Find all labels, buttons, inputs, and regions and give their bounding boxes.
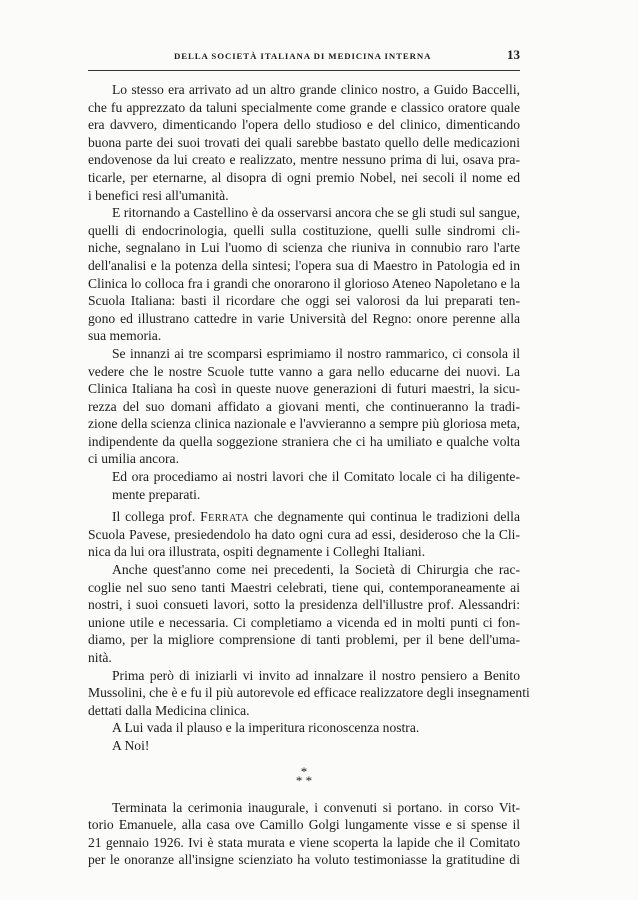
text-line: E ritornando a Castellino è da osservarsi ancora che se gli studi sul sangue, — [112, 205, 520, 221]
text-line: quelli di endocrinologia, quelli sulla costituzione, quelli sulle sindromi cli- — [88, 222, 520, 238]
text-line: era davvero, dimenticando l'opera dello studioso e del clinico, dimenticando — [88, 117, 520, 133]
text-line: rezza del suo domani affidato a giovani menti, che continueranno la tradi- — [88, 398, 520, 414]
text-line: niche, segnalano in Lui l'uomo di scienza che riuniva in connubio raro l'arte — [88, 240, 520, 256]
text-line: che fu apprezzato da taluni specialmente come grande e classico oratore quale — [88, 99, 520, 115]
running-header — [88, 47, 520, 63]
author-name: Ferrata — [200, 509, 250, 525]
asterism: * * * — [295, 763, 313, 788]
text-line: coglie nel suo seno tanti Maestri celebrati, tiene qui, contemporaneamente ai — [88, 579, 520, 595]
section-separator — [88, 755, 520, 799]
text-line: Prima però di iniziarli vi invito ad innalzare il nostro pensiero a Benito — [112, 667, 520, 683]
text-line: A Lui vada il plauso e la imperitura riconoscenza nostra. — [112, 720, 420, 736]
running-title: DELLA SOCIETÀ ITALIANA DI MEDICINA INTERNA — [174, 51, 432, 61]
text-line: Clinica Italiana ha così in queste nuove generazioni di futuri maestri, la sicu- — [88, 381, 520, 397]
text-line: Anche quest'anno come nei precedenti, la Società di Chirurgia che rac- — [112, 562, 520, 578]
text-line: sua memoria. — [88, 328, 162, 344]
text-line: mente preparati. — [112, 486, 201, 502]
text-line: Se innanzi ai tre scomparsi esprimiamo il nostro rammarico, ci consola il — [112, 345, 520, 361]
text-line: endovenose da lui creato e realizzato, mentre nessuno prima di lui, osava pra- — [88, 152, 520, 168]
header-rule — [88, 70, 520, 71]
body-text — [88, 81, 530, 869]
text-line: A Noi! — [112, 737, 150, 753]
text-line: nostri, i suoi consueti lavori, sotto la presidenza dell'illustre prof. Alessandri: — [88, 597, 520, 613]
text-line: ci umilia ancora. — [88, 451, 179, 467]
text-line: gono ed illustrano cattedre in varie Università del Regno: onore perenne alla — [88, 310, 520, 326]
text-line: diamo, per la migliore comprensione di tanti problemi, per il bene dell'uma- — [88, 632, 520, 648]
text-line: Mussolini, che è e fu il più autorevole ed efficace realizzatore degli insegnamenti — [88, 685, 530, 701]
text-line: nica da lui ora illustrata, ospiti degnamente i Colleghi Italiani. — [88, 544, 426, 560]
text-line: Ed ora procediamo ai nostri lavori che il Comitato locale ci ha diligente- — [112, 469, 520, 485]
text-line: Clinica lo colloca fra i grandi che onorarono il glorioso Ateneo Napoletano e la — [88, 275, 520, 291]
text-line: Il collega prof. Ferrata che degnamente qui continua le tradizioni della — [112, 509, 520, 525]
text-line: buona parte dei suoi trovati dei quali sarebbe bastato quello delle medicazioni — [88, 134, 520, 150]
text-line: Scuola Italiana: basti il ricordare che oggi sei valorosi da lui preparati ten- — [88, 293, 520, 309]
page-number: 13 — [507, 47, 520, 62]
text-line: vedere che le nostre Scuole tutte vanno a gara nello educarne dei nuovi. La — [88, 363, 520, 379]
text-line: ticarle, per eternarne, al disopra di ogni premio Nobel, nei secoli il nome ed — [88, 169, 520, 185]
text-line: i benefici resi all'umanità. — [88, 187, 229, 203]
text-line: Scuola Pavese, presiedendolo ha dato ogni cura ad essi, desideroso che la Cli- — [88, 526, 520, 542]
text-line: dell'analisi e la potenza della sintesi; l'opera sua di Maestro in Patologia ed in — [88, 257, 520, 273]
text-line: nità. — [88, 650, 112, 665]
text-line: dettati dalla Medicina clinica. — [88, 702, 250, 718]
text-line: indipendente da quella soggezione straniera che ci ha umiliato e qualche volta — [88, 433, 520, 449]
text-line: unione utile e necessaria. Ci completiamo a vicenda ed in molti punti ci fon- — [88, 614, 520, 630]
text-line: per le onoranze all'insigne scienziato ha voluto testimoniasse la gratitudine di — [88, 852, 520, 868]
text-line: zione della scienza clinica nazionale e l'avvieranno a sempre più gloriosa meta, — [88, 416, 520, 432]
text-line: Terminata la cerimonia inaugurale, i convenuti si portano. in corso Vit- — [112, 799, 520, 815]
text-line: Lo stesso era arrivato ad un altro grande clinico nostro, a Guido Baccelli, — [112, 82, 520, 97]
text-line: torio Emanuele, alla casa ove Camillo Golgi lungamente visse e si spense il — [88, 817, 520, 833]
text-line: 21 gennaio 1926. Ivi è stata murata e viene scoperta la lapide che il Comitato — [88, 834, 520, 850]
